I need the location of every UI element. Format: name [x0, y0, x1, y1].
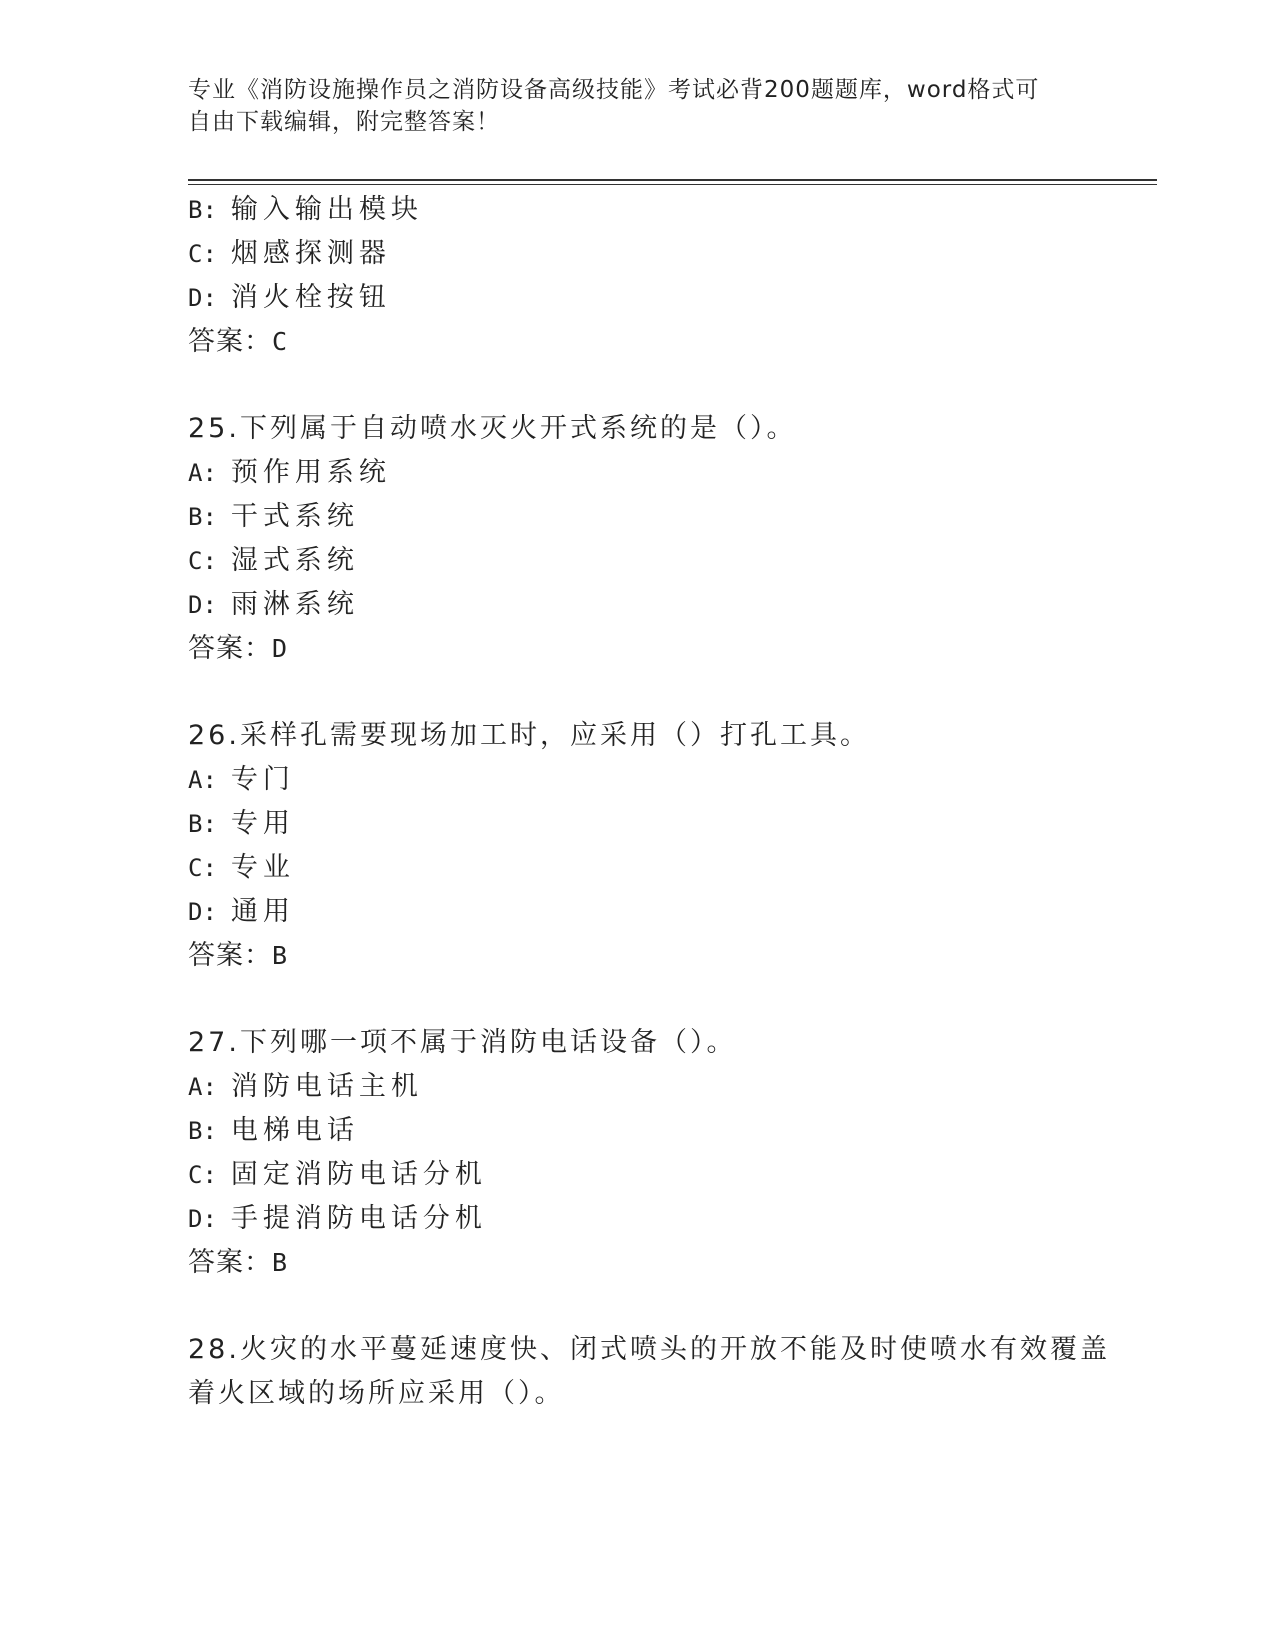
option-c	[188, 1157, 487, 1193]
option-label: C:	[188, 547, 217, 575]
question-stem: 26.采样孔需要现场加工时，应采用（）打孔工具。	[188, 720, 870, 751]
option-label: A:	[188, 459, 217, 487]
option-label: D:	[188, 591, 217, 619]
option-label: A:	[188, 1073, 217, 1101]
answer-label: 答案：	[188, 1247, 272, 1278]
answer-value: D	[272, 634, 289, 663]
option-c	[188, 236, 391, 272]
question-stem-line-1: 28.火灾的水平蔓延速度快、闭式喷头的开放不能及时使喷水有效覆盖	[188, 1334, 1110, 1365]
header-divider-thin	[188, 184, 1157, 185]
option-label: B:	[188, 810, 217, 838]
answer-value: C	[272, 327, 289, 356]
option-text: 专用	[230, 808, 295, 839]
answer-line	[188, 1245, 288, 1281]
question-stem: 25.下列属于自动喷水灭火开式系统的是（）。	[188, 413, 797, 444]
option-label: A:	[188, 766, 217, 794]
option-label: C:	[188, 854, 217, 882]
option-c	[188, 850, 295, 886]
question-stem: 27.下列哪一项不属于消防电话设备（）。	[188, 1027, 737, 1058]
option-d	[188, 1201, 487, 1237]
option-d	[188, 280, 391, 316]
question-stem-line-2: 着火区域的场所应采用（）。	[188, 1378, 565, 1409]
answer-line	[188, 938, 288, 974]
option-text: 输入输出模块	[230, 194, 423, 225]
option-d	[188, 894, 295, 930]
option-b	[188, 1113, 359, 1149]
answer-line	[188, 631, 288, 667]
answer-label: 答案：	[188, 940, 272, 971]
option-text: 消火栓按钮	[230, 282, 391, 313]
option-a	[188, 1069, 423, 1105]
option-label: B:	[188, 503, 217, 531]
option-b	[188, 192, 423, 228]
option-label: D:	[188, 898, 217, 926]
option-a	[188, 455, 391, 491]
answer-value: B	[272, 941, 289, 970]
option-label: C:	[188, 240, 217, 268]
option-label: B:	[188, 1117, 217, 1145]
header-line-2: 自由下载编辑，附完整答案！	[188, 109, 500, 135]
answer-line	[188, 324, 288, 360]
option-text: 固定消防电话分机	[230, 1159, 487, 1190]
option-text: 专业	[230, 852, 295, 883]
option-label: D:	[188, 284, 217, 312]
option-text: 雨淋系统	[230, 589, 359, 620]
option-text: 烟感探测器	[230, 238, 391, 269]
answer-value: B	[272, 1248, 289, 1277]
document-header	[188, 74, 1088, 138]
option-text: 预作用系统	[230, 457, 391, 488]
header-line-1: 专业《消防设施操作员之消防设备高级技能》考试必背200题题库，word格式可	[188, 77, 1040, 103]
answer-label: 答案：	[188, 633, 272, 664]
option-text: 电梯电话	[230, 1115, 359, 1146]
option-c	[188, 543, 359, 579]
option-text: 消防电话主机	[230, 1071, 423, 1102]
option-b	[188, 806, 295, 842]
option-text: 干式系统	[230, 501, 359, 532]
option-text: 湿式系统	[230, 545, 359, 576]
option-d	[188, 587, 359, 623]
answer-label: 答案：	[188, 326, 272, 357]
option-a	[188, 762, 295, 798]
option-text: 通用	[230, 896, 295, 927]
option-b	[188, 499, 359, 535]
option-label: B:	[188, 196, 217, 224]
header-divider-thick	[188, 179, 1157, 181]
option-label: C:	[188, 1161, 217, 1189]
option-text: 专门	[230, 764, 295, 795]
option-label: D:	[188, 1205, 217, 1233]
option-text: 手提消防电话分机	[230, 1203, 487, 1234]
